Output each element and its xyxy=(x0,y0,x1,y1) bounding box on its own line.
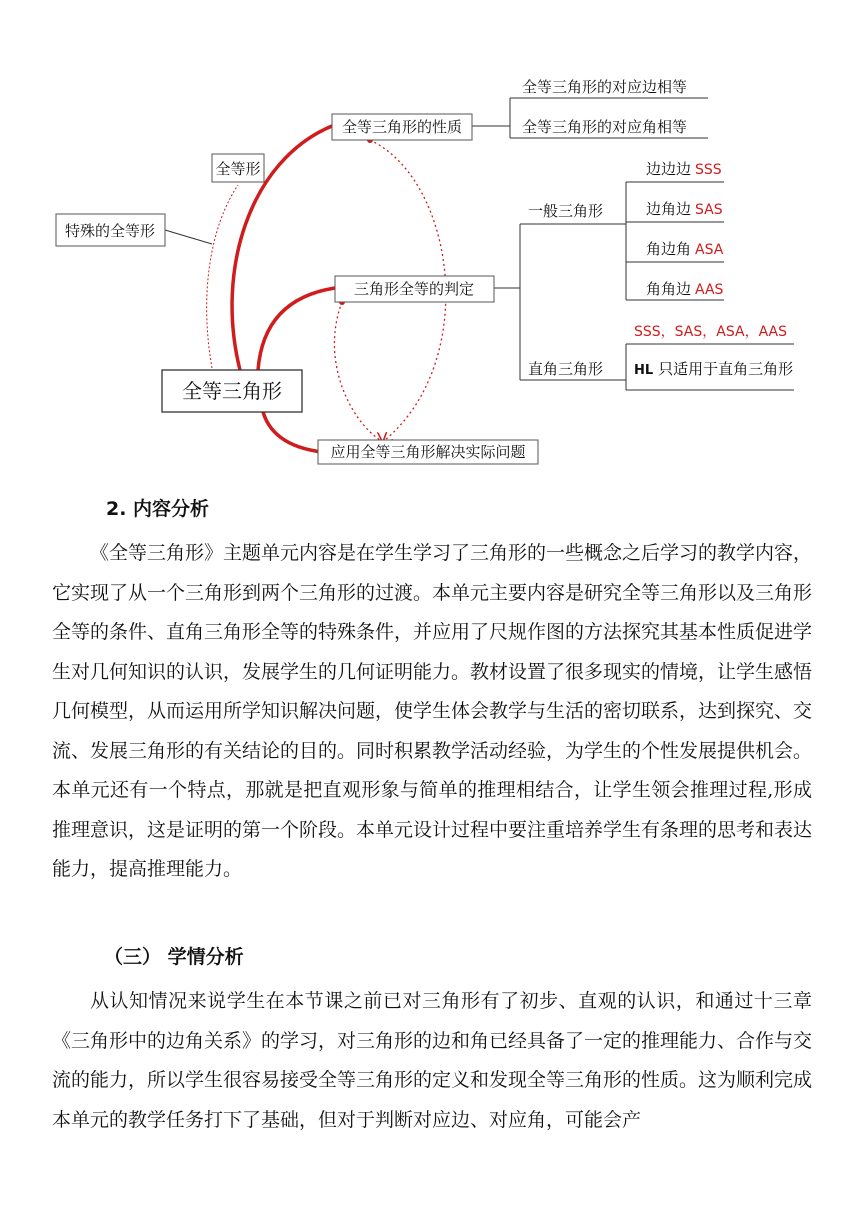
general-triangle-label: 一般三角形 xyxy=(528,202,604,220)
content-analysis-paragraph: 《全等三角形》主题单元内容是在学生学习了三角形的一些概念之后学习的教学内容，它实现了从一个三角形到两个三角形的过渡。本单元主要内容是研究全等三角形以及三角形全等的条件、直角三角形全等的特殊条件，并应用了尺规作图的方法探究其基本性质促进学生对几何知识的认识，发展学生的几何证明能力。教材设置了很多现实的情境，让学生感悟几何模型，从而运用所学知识解决问题，使学生体会教学与生活的密切联系，达到探究、交流、发展三角形的有关结论的目的。同时积累教学活动经验，为学生的个性发展提供机会。本单元还有一个特点，那就是把直观形象与简单的推理相结合，让学生领会推理过程,形成推理意识，这是证明的第一个阶段。本单元设计过程中要注重培养学生有条理的思考和表达能力，提高推理能力。 xyxy=(52,542,813,880)
branch-to-application xyxy=(262,408,322,452)
property-item: 全等三角形的对应角相等 xyxy=(522,118,688,136)
right-criteria-codes: SSS，SAS，ASA，AAS xyxy=(634,324,788,340)
connector-criteria xyxy=(494,224,626,380)
right-triangle-label: 直角三角形 xyxy=(528,360,604,378)
section-heading-content-analysis: 2. 内容分析 xyxy=(106,498,210,520)
special-congruent-label: 特殊的全等形 xyxy=(64,222,156,240)
section-heading-student-analysis: （三） 学情分析 xyxy=(104,946,244,968)
connector xyxy=(165,230,212,244)
dotted-arc-criteria-application xyxy=(334,302,380,440)
criteria-label: 三角形全等的判定 xyxy=(353,280,475,298)
criterion-sss: 边边边 SSS xyxy=(646,160,722,178)
mind-map-diagram xyxy=(0,0,860,480)
criterion-asa: 角边角 ASA xyxy=(646,240,724,258)
property-item: 全等三角形的对应边相等 xyxy=(522,78,688,96)
application-label: 应用全等三角形解决实际问题 xyxy=(330,443,526,461)
root-label: 全等三角形 xyxy=(182,379,282,403)
criterion-aas: 角角边 AAS xyxy=(646,280,724,298)
student-analysis-paragraph: 从认知情况来说学生在本节课之前已对三角形有了初步、直观的认识，和通过十三章《三角形中的边角关系》的学习，对三角形的边和角已经具备了一定的推理能力、合作与交流的能力，所以学生很容易接受全等三角形的定义和发现全等三角形的性质。这为顺利完成本单元的教学任务打下了基础，但对于判断对应边、对应角，可能会产 xyxy=(52,990,813,1131)
properties-label: 全等三角形的性质 xyxy=(341,118,463,136)
congruent-shape-label: 全等形 xyxy=(215,160,261,178)
criterion-sas: 边角边 SAS xyxy=(646,200,723,218)
branch-to-criteria xyxy=(258,288,335,370)
criterion-hl: HL 只适用于直角三角形 xyxy=(634,360,794,378)
